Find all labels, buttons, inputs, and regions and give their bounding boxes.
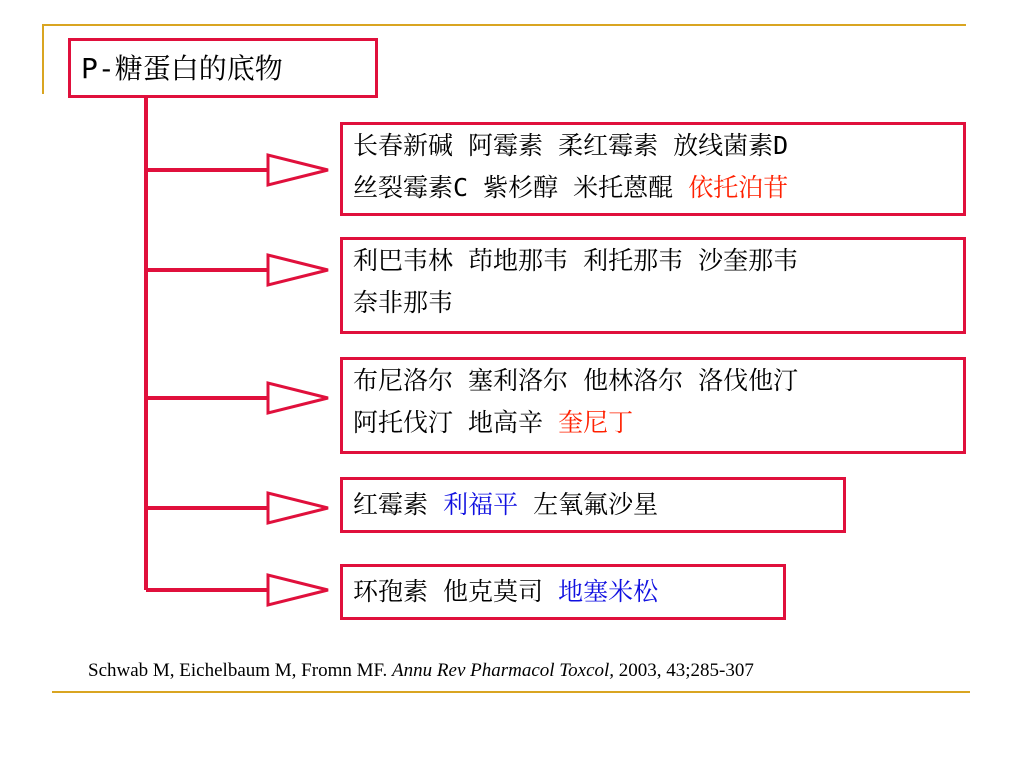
citation-authors: Schwab M, Eichelbaum M, Fromn MF. xyxy=(88,660,393,681)
drug-text: 奈非那韦 xyxy=(353,288,454,317)
substrate-group-4 xyxy=(340,477,846,533)
highlighted-drug: 依托泊苷 xyxy=(688,173,789,202)
page-title xyxy=(68,38,378,98)
substrate-group-2 xyxy=(340,237,966,334)
group-4-line-1 xyxy=(353,480,833,530)
substrate-group-5 xyxy=(340,564,786,620)
group-2-line-1 xyxy=(353,240,953,282)
substrate-group-3 xyxy=(340,357,966,454)
highlighted-drug: 奎尼丁 xyxy=(558,408,634,437)
citation xyxy=(88,660,754,682)
group-1-line-2 xyxy=(353,167,953,209)
arrowhead-icon xyxy=(268,575,328,605)
arrowhead-icon xyxy=(268,383,328,413)
group-5-line-1 xyxy=(353,567,773,617)
drug-text: 丝裂霉素C 紫杉醇 米托蒽醌 xyxy=(353,173,689,202)
group-1-line-1 xyxy=(353,125,953,167)
citation-details: 2003, 43;285-307 xyxy=(614,660,754,681)
arrowhead-icon xyxy=(268,255,328,285)
highlighted-drug: 利福平 xyxy=(443,490,519,519)
drug-text: 长春新碱 阿霉素 柔红霉素 放线菌素D xyxy=(353,131,789,160)
group-3-line-2 xyxy=(353,402,953,444)
drug-text: 环孢素 他克莫司 xyxy=(353,577,559,606)
highlighted-drug: 地塞米松 xyxy=(558,577,659,606)
drug-text: 布尼洛尔 塞利洛尔 他林洛尔 洛伐他汀 xyxy=(353,366,799,395)
drug-text: 利巴韦林 茚地那韦 利托那韦 沙奎那韦 xyxy=(353,246,799,275)
citation-journal: Annu Rev Pharmacol Toxcol, xyxy=(392,660,615,681)
drug-text: 左氧氟沙星 xyxy=(518,490,659,519)
arrowhead-icon xyxy=(268,155,328,185)
group-3-line-1 xyxy=(353,360,953,402)
page-title-text: P-糖蛋白的底物 xyxy=(81,52,283,85)
group-2-line-2 xyxy=(353,282,953,324)
drug-text: 阿托伐汀 地高辛 xyxy=(353,408,559,437)
arrowhead-icon xyxy=(268,493,328,523)
drug-text: 红霉素 xyxy=(353,490,444,519)
substrate-group-1 xyxy=(340,122,966,216)
